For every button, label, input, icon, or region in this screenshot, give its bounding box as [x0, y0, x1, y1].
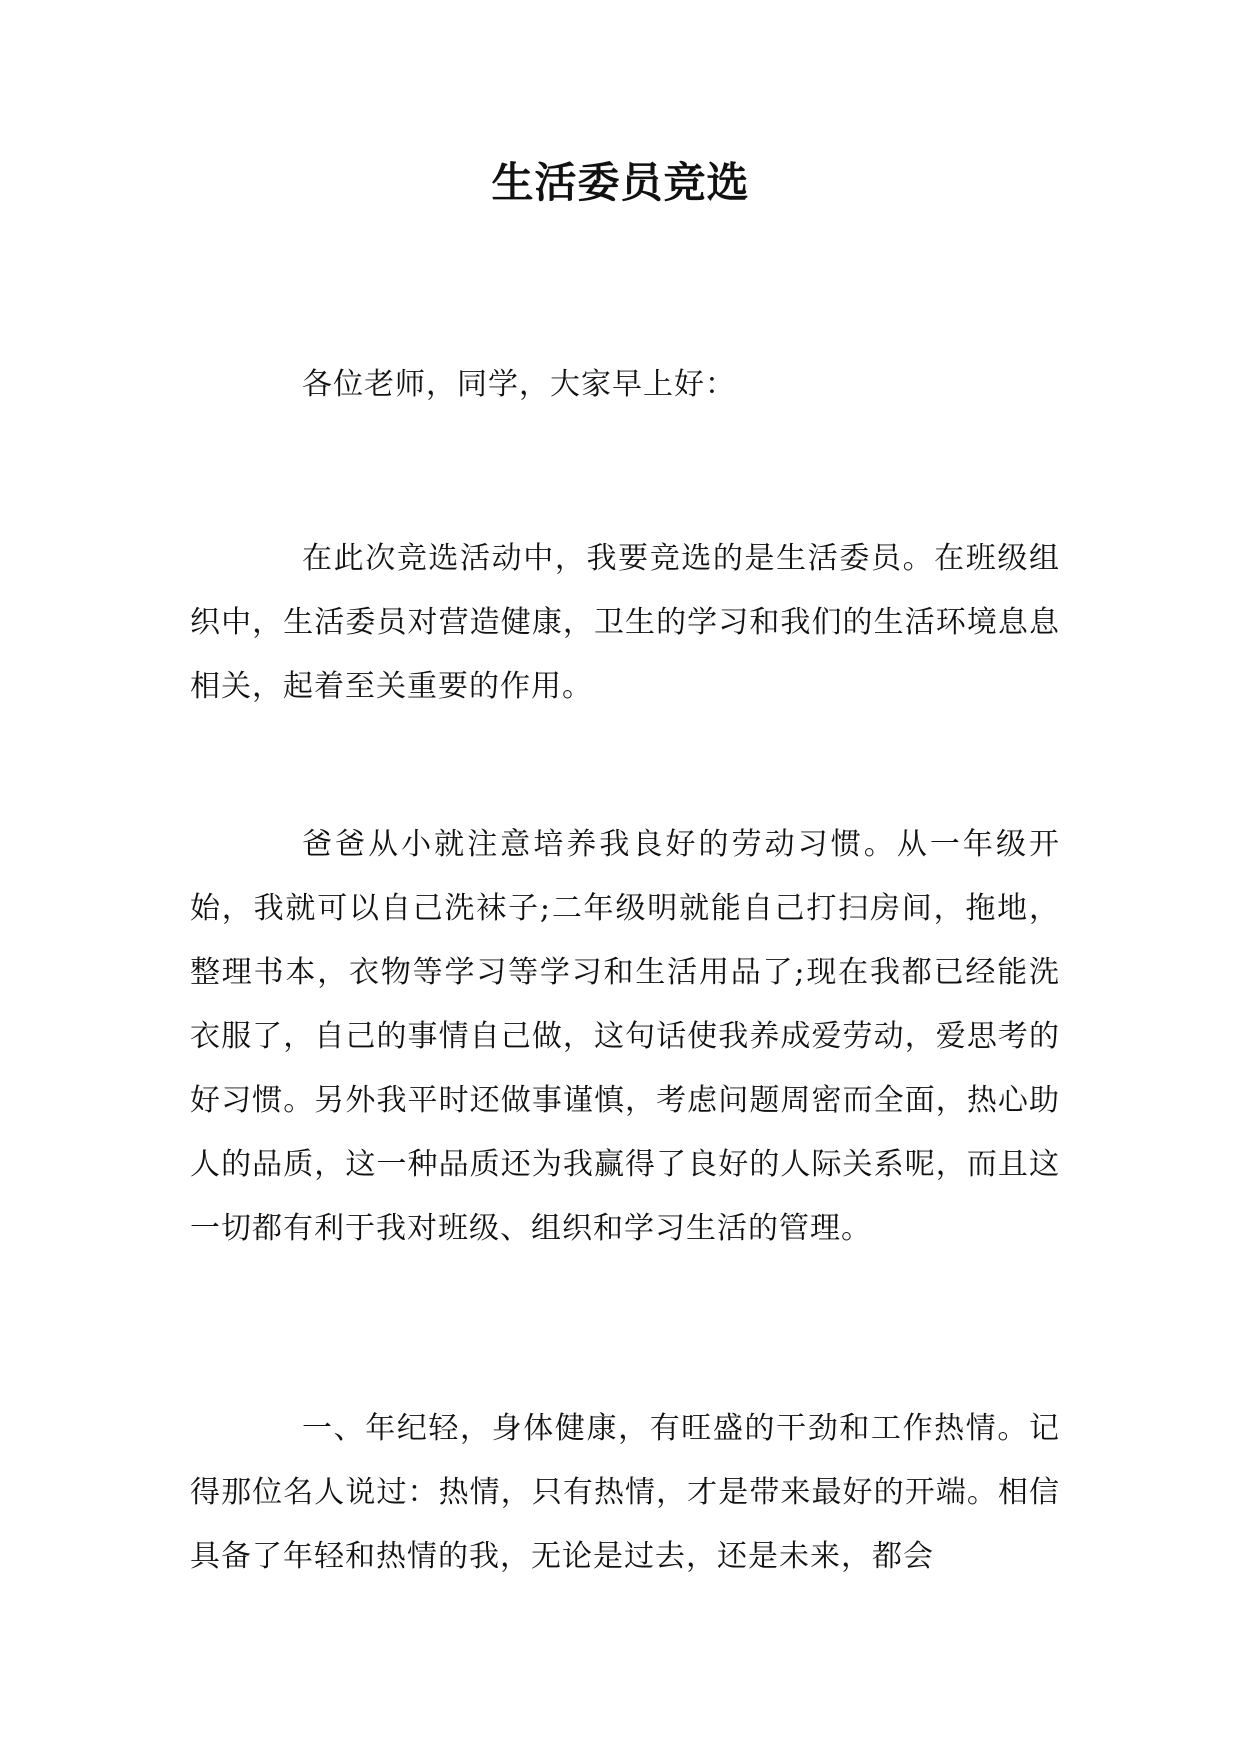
- body-paragraph: 一、年纪轻，身体健康，有旺盛的干劲和工作热情。记得那位名人说过：热情，只有热情，才是带来最好的开端。相信具备了年轻和热情的我，无论是过去，还是未来，都会: [190, 1411, 1060, 1574]
- greeting-paragraph: 各位老师，同学，大家早上好：: [302, 367, 736, 402]
- body-paragraph: 在此次竞选活动中，我要竞选的是生活委员。在班级组织中，生活委员对营造健康，卫生的学习和我们的生活环境息息相关，起着至关重要的作用。: [190, 541, 1060, 704]
- document-title: 生活委员竞选: [491, 158, 750, 207]
- body-paragraph: 爸爸从小就注意培养我良好的劳动习惯。从一年级开始，我就可以自己洗袜子;二年级明就能自己打扫房间，拖地，整理书本，衣物等学习等学习和生活用品了;现在我都已经能洗衣服了，自己的事情自己做，这句话使我养成爱劳动，爱思考的好习惯。另外我平时还做事谨慎，考虑问题周密而全面，热心助人的品质，这一种品质还为我赢得了良好的人际关系呢，而且这一切都有利于我对班级、组织和学习生活的管理。: [190, 827, 1060, 1246]
